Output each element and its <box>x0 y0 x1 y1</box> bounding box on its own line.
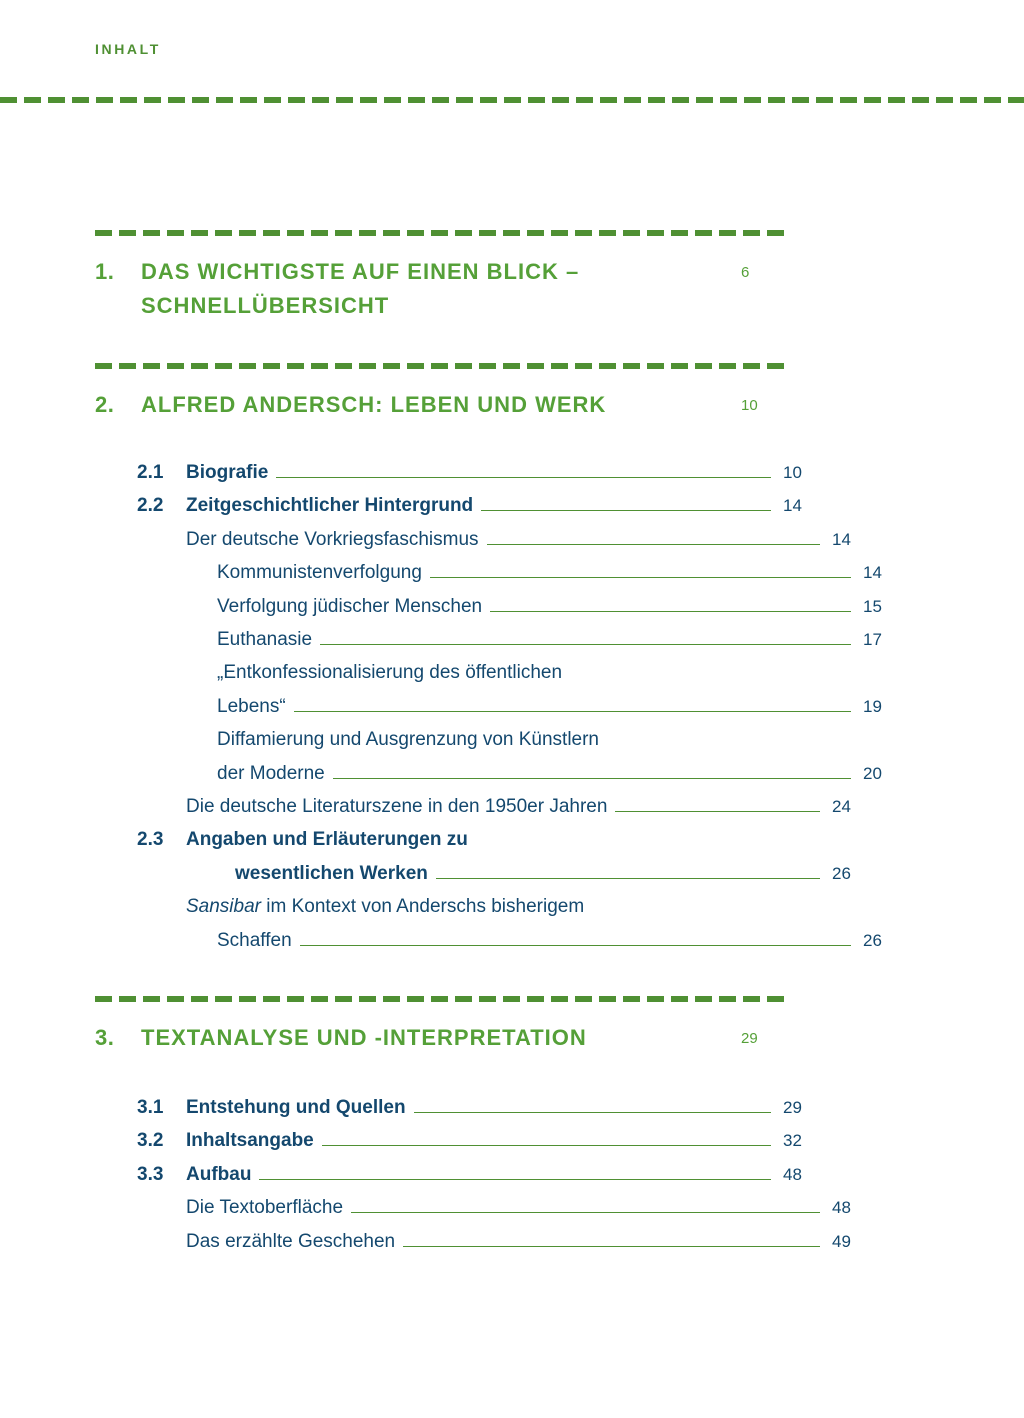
toc-leader-line <box>300 945 851 946</box>
chapter-title-line1: DAS WICHTIGSTE AUF EINEN BLICK – <box>141 259 580 284</box>
chapter-title-line1: ALFRED ANDERSCH: LEBEN UND WERK <box>141 392 607 417</box>
toc-entry-number: 2.2 <box>137 495 164 517</box>
toc-entry[interactable] <box>95 596 909 618</box>
toc-entry-label <box>186 796 607 818</box>
toc-entry-title: Euthanasie <box>217 629 313 650</box>
toc-entry-label <box>217 696 286 718</box>
toc-chapter-3[interactable] <box>95 996 787 1057</box>
toc-entry[interactable] <box>95 829 829 851</box>
toc-entry-title: Kommunistenverfolgung <box>217 562 422 584</box>
toc-entry[interactable] <box>95 763 909 785</box>
toc-leader-line <box>436 878 820 879</box>
chapter-title <box>141 255 737 323</box>
toc-entry-label <box>186 863 428 885</box>
toc-leader-line <box>320 644 851 645</box>
toc-entry[interactable] <box>95 896 878 918</box>
toc-entry[interactable] <box>95 930 909 952</box>
toc-leader-line <box>294 711 851 712</box>
running-head: INHALT <box>95 41 161 57</box>
toc-entry-number: 3.3 <box>137 1163 164 1185</box>
toc-entry-page-number: 48 <box>783 1164 802 1184</box>
toc-entry-label <box>217 596 482 618</box>
toc-entry-label <box>137 462 268 484</box>
toc-entry-page-number: 15 <box>863 596 882 616</box>
toc-entry-label <box>137 1097 406 1119</box>
toc-entry-title <box>186 896 584 918</box>
toc-entry-number: 3.1 <box>137 1097 164 1118</box>
chapter-heading[interactable] <box>95 1021 787 1057</box>
toc-entry-page-number: 26 <box>863 930 882 950</box>
toc-entry[interactable] <box>95 562 909 584</box>
toc-entry[interactable] <box>95 1164 829 1186</box>
toc-entry-number: 2.1 <box>137 462 164 483</box>
toc-entry-page-number: 19 <box>863 696 882 716</box>
toc-chapter-1[interactable] <box>95 230 787 323</box>
toc-entry-page-number: 17 <box>863 630 882 649</box>
toc-entry-title-rest: im Kontext von Anderschs bisherigem <box>261 896 585 918</box>
toc-entry-title: Die deutsche Literaturszene in den 1950er Jahren <box>186 796 608 817</box>
toc-entry-label <box>137 1130 314 1152</box>
toc-entry-title: Aufbau <box>186 1163 252 1185</box>
toc-entry[interactable] <box>95 1231 878 1253</box>
toc-leader-line <box>490 611 851 612</box>
toc-entry-page-number: 48 <box>832 1198 851 1218</box>
toc-leader-line <box>481 510 771 511</box>
chapter-title-line1: TEXTANALYSE UND -INTERPRETATION <box>141 1025 587 1050</box>
toc-entry-title: Verfolgung jüdischer Menschen <box>217 595 483 617</box>
toc-entry-title: „Entkonfessionalisierung des öffentlichen <box>217 662 563 684</box>
chapter-title <box>141 388 737 422</box>
toc-entry-page-number: 49 <box>832 1231 851 1251</box>
chapter-heading[interactable] <box>95 388 787 424</box>
toc-entry-title: Inhaltsangabe <box>186 1130 314 1152</box>
toc-leader-line <box>615 811 820 812</box>
chapter-rule <box>95 363 787 369</box>
toc-entry-label <box>186 1197 343 1219</box>
toc-entry[interactable] <box>95 1130 829 1152</box>
chapter-page-number: 10 <box>741 397 758 414</box>
chapter-rule <box>95 996 787 1002</box>
toc-leader-line <box>570 677 851 678</box>
toc-entry-label <box>217 562 422 584</box>
toc-entry-page-number: 14 <box>863 563 882 583</box>
toc-entry[interactable] <box>95 1097 829 1119</box>
header-divider-rule <box>0 97 1024 103</box>
toc-entry-label <box>217 662 562 684</box>
toc-entry-label <box>217 629 312 651</box>
chapter-number: 3. <box>95 1025 115 1050</box>
toc-leader-line <box>351 1212 820 1213</box>
toc-leader-line <box>430 577 851 578</box>
toc-entry-page-number: 20 <box>863 763 882 783</box>
toc-entry-title: Die Textoberfläche <box>186 1197 344 1219</box>
toc-chapter-2[interactable] <box>95 363 787 424</box>
toc-leader-line <box>333 778 851 779</box>
toc-entry-title: Entstehung und Quellen <box>186 1097 406 1118</box>
toc-leader-line <box>487 544 820 545</box>
toc-leader-line <box>276 477 771 478</box>
toc-entry-label <box>186 1231 395 1253</box>
toc-entry-title: der Moderne <box>217 762 325 784</box>
toc-leader-line <box>403 1246 820 1247</box>
toc-entry[interactable] <box>95 629 909 651</box>
toc-entry-title-italic: Sansibar <box>186 896 261 918</box>
toc-entry-title: Angaben und Erläuterungen zu <box>186 829 468 851</box>
toc-entry-page-number: 29 <box>783 1098 802 1117</box>
toc-entry-page-number: 24 <box>832 797 851 816</box>
chapter-number: 1. <box>95 259 115 284</box>
chapter-page-number: 29 <box>741 1030 758 1047</box>
toc-entry-title: Der deutsche Vorkriegsfaschismus <box>186 528 479 550</box>
toc-entry-label <box>217 763 325 785</box>
toc-entry-page-number: 14 <box>832 529 851 549</box>
toc-entry-label <box>217 930 292 952</box>
toc-entry-title: Lebens“ <box>217 695 286 717</box>
toc-leader-line <box>322 1145 771 1146</box>
toc-entry-number: 2.3 <box>137 829 164 851</box>
chapter-number: 2. <box>95 392 115 417</box>
toc-entry-label <box>186 896 584 918</box>
toc-entry-page-number: 10 <box>783 463 802 482</box>
toc-entry-page-number: 26 <box>832 863 851 883</box>
toc-entry-page-number: 14 <box>783 496 802 516</box>
toc-entry-number: 3.2 <box>137 1130 164 1152</box>
toc-entry[interactable] <box>95 696 909 718</box>
toc-entry-title: Zeitgeschichtlicher Hintergrund <box>186 495 474 517</box>
toc-entry[interactable] <box>95 495 829 517</box>
chapter-title <box>141 1021 737 1055</box>
toc-entry[interactable] <box>95 729 909 751</box>
toc-leader-line <box>476 844 771 845</box>
toc-entry[interactable] <box>95 863 878 885</box>
toc-entry-label <box>217 729 599 751</box>
toc-entry-label <box>137 495 473 517</box>
toc-entry-label <box>186 529 479 551</box>
toc-leader-line <box>592 911 820 912</box>
chapter-rule <box>95 230 787 236</box>
chapter-title-line2: SCHNELLÜBERSICHT <box>141 293 390 318</box>
chapter-heading[interactable] <box>95 255 787 323</box>
toc-entry-label <box>137 829 468 851</box>
toc-entry[interactable] <box>95 529 878 551</box>
toc-leader-line <box>259 1179 771 1180</box>
toc-entry-title: Schaffen <box>217 929 292 951</box>
toc-entry[interactable] <box>95 1197 878 1219</box>
toc-entry-page-number: 32 <box>783 1131 802 1151</box>
toc-entry[interactable] <box>95 462 829 484</box>
toc-entry-title: Das erzählte Geschehen <box>186 1230 396 1252</box>
toc-entry[interactable] <box>95 796 878 818</box>
toc-entry[interactable] <box>95 662 909 684</box>
toc-leader-line <box>414 1112 771 1113</box>
toc-entry-title: wesentlichen Werken <box>235 862 428 884</box>
toc-entry-title: Diffamierung und Ausgrenzung von Künstlern <box>217 729 600 751</box>
toc-entry-label <box>137 1164 251 1186</box>
toc-leader-line <box>607 744 851 745</box>
chapter-page-number: 6 <box>741 264 750 281</box>
toc-entry-title: Biografie <box>186 462 269 483</box>
